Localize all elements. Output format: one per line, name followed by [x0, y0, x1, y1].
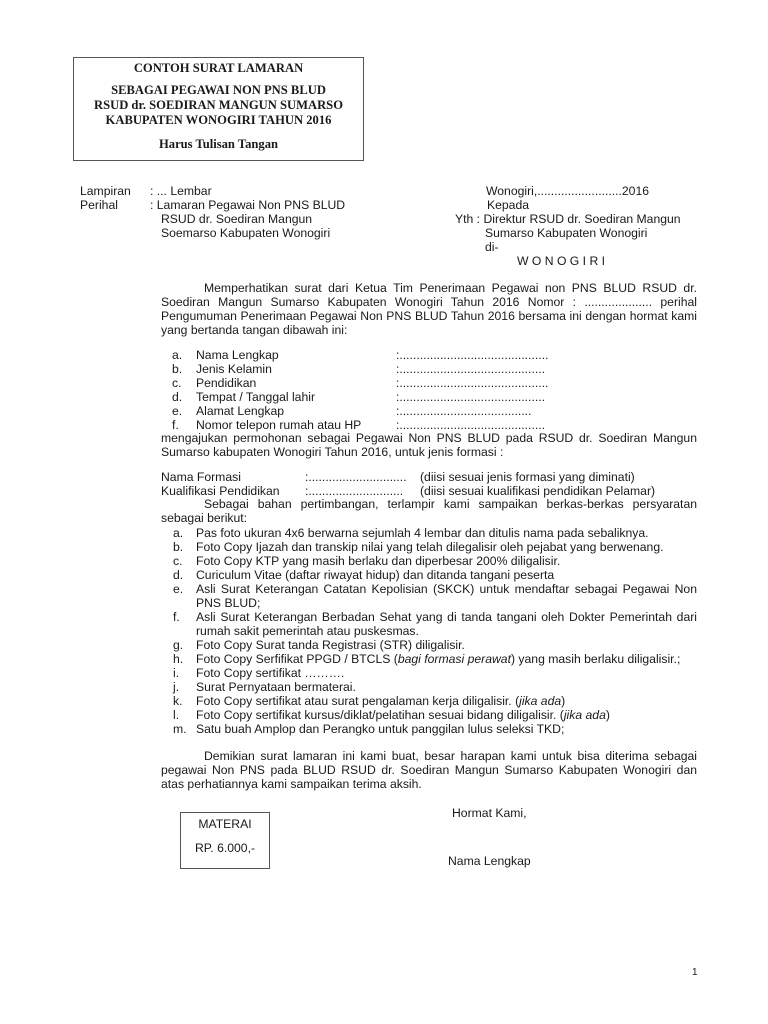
- perihal-line-2: RSUD dr. Soediran Mangun: [161, 212, 313, 226]
- formasi-note: (diisi sesuai jenis formasi yang diminati): [420, 470, 635, 484]
- requirement-text: Foto Copy sertifikat ……….: [196, 666, 345, 680]
- lampiran-value: : ... Lembar: [150, 184, 212, 198]
- identity-label: Jenis Kelamin: [196, 362, 272, 376]
- header-box: [73, 57, 364, 161]
- di: di-: [485, 240, 499, 254]
- requirement-text: Pas foto ukuran 4x6 berwarna sejumlah 4 lembar dan ditulis nama pada sebaliknya.: [196, 526, 649, 540]
- requirement-text: Foto Copy KTP yang masih berlaku dan diperbesar 200% diligalisir.: [196, 554, 561, 568]
- perihal-line-3: Soemarso Kabupaten Wonogiri: [161, 226, 331, 240]
- perihal-label: Perihal: [80, 198, 118, 212]
- place-date: Wonogiri,.........................2016: [486, 184, 650, 198]
- header-title: CONTOH SURAT LAMARAN: [133, 61, 304, 75]
- identity-dots: :............................................: [396, 376, 549, 390]
- identity-label: Pendidikan: [196, 376, 257, 390]
- perihal-line-1: : Lamaran Pegawai Non PNS BLUD: [150, 198, 346, 212]
- requirement-letter: i.: [173, 666, 180, 680]
- application-paragraph: mengajukan permohonan sebagai Pegawai Non PNS BLUD pada RSUD dr. Soediran Mangun Sumarso kabupaten Wonogiri Tahun 2016, untuk jenis formasi :: [161, 431, 697, 459]
- materai-box: [180, 812, 270, 869]
- requirement-text: Foto Copy Serfifikat PPGD / BTCLS (bagi formasi perawat) yang masih berlaku diligalisir.;: [196, 652, 681, 666]
- closing-paragraph: Demikian surat lamaran ini kami buat, besar harapan kami untuk bisa diterima sebagai pegawai Non PNS pada BLUD RSUD dr. Soediran Mangun Sumarso Kabupaten Wonogiri dan atas perhatiannya kami sampaikan terima aksih.: [161, 749, 697, 791]
- requirement-text: Curiculum Vitae (daftar riwayat hidup) dan ditanda tangani peserta: [196, 568, 555, 582]
- identity-letter: f.: [172, 418, 179, 432]
- identity-dots: :............................................: [396, 348, 549, 362]
- header-note: Harus Tulisan Tangan: [158, 137, 279, 151]
- kepada: Kepada: [487, 198, 530, 212]
- requirement-letter: g.: [173, 638, 184, 652]
- requirement-letter: a.: [173, 526, 184, 540]
- signer-name: Nama Lengkap: [448, 854, 531, 868]
- header-subtitle-2: RSUD dr. SOEDIRAN MANGUN SUMARSO: [94, 98, 343, 112]
- identity-letter: d.: [172, 390, 183, 404]
- yth-line-2: Sumarso Kabupaten Wonogiri: [485, 226, 648, 240]
- requirement-letter: h.: [173, 652, 184, 666]
- kualifikasi-note: (diisi sesuai kualifikasi pendidikan Pelamar): [420, 484, 656, 498]
- requirement-letter: d.: [173, 568, 184, 582]
- requirement-letter: c.: [173, 554, 183, 568]
- identity-dots: :...........................................: [396, 390, 545, 404]
- requirement-text: Foto Copy Ijazah dan transkip nilai yang telah dilegalisir oleh pejabat yang berwenang.: [196, 540, 664, 554]
- identity-label: Tempat / Tanggal lahir: [196, 390, 316, 404]
- identity-dots: :.......................................: [396, 404, 532, 418]
- formasi-dots: :.............................: [305, 470, 407, 484]
- requirement-text: Asli Surat Keterangan Catatan Kepolisian (SKCK) untuk mendaftar sebagai Pegawai Non PNS BLUD;: [196, 582, 697, 610]
- requirement-letter: k.: [173, 694, 183, 708]
- identity-letter: e.: [172, 404, 183, 418]
- requirement-text: Foto Copy sertifikat atau surat pengalaman kerja diligalisir. (jika ada): [196, 694, 566, 708]
- page-number: 1: [692, 967, 698, 978]
- header-subtitle-1: SEBAGAI PEGAWAI NON PNS BLUD: [111, 83, 326, 97]
- intro-paragraph: Memperhatikan surat dari Ketua Tim Penerimaan Pegawai non PNS BLUD RSUD dr. Soediran Mangun Sumarso Kabupaten Wonogiri Tahun 2016 Nomor : .................... perihal Pengumuman Penerimaan Pegawai Non PNS BLUD Tahun 2016 bersama ini dengan hormat kami yang bertanda tangan dibawah ini:: [161, 281, 697, 337]
- identity-label: Nama Lengkap: [196, 348, 279, 362]
- materai-label: MATERAI: [198, 817, 252, 831]
- requirement-letter: b.: [173, 540, 184, 554]
- identity-dots: :...........................................: [396, 418, 545, 432]
- yth-line-1: Yth : Direktur RSUD dr. Soediran Mangun: [455, 212, 681, 226]
- requirement-text: Foto Copy sertifikat kursus/diklat/pelatihan sesuai bidang diligalisir. (jika ada): [196, 708, 610, 722]
- requirement-letter: j.: [173, 680, 180, 694]
- requirement-text: Foto Copy Surat tanda Registrasi (STR) diligalisir.: [196, 638, 465, 652]
- requirement-letter: m.: [173, 722, 187, 736]
- identity-letter: b.: [172, 362, 183, 376]
- kualifikasi-dots: :............................: [305, 484, 404, 498]
- salutation: Hormat Kami,: [452, 806, 527, 820]
- kualifikasi-label: Kualifikasi Pendidikan: [161, 484, 280, 498]
- materai-amount: RP. 6.000,-: [194, 841, 256, 855]
- formasi-label: Nama Formasi: [161, 470, 241, 484]
- identity-label: Alamat Lengkap: [196, 404, 285, 418]
- requirement-text: Satu buah Amplop dan Perangko untuk panggilan lulus seleksi TKD;: [196, 722, 565, 736]
- lampiran-label: Lampiran: [80, 184, 131, 198]
- requirement-text: Surat Pernyataan bermaterai.: [196, 680, 356, 694]
- header-subtitle-3: KABUPATEN WONOGIRI TAHUN 2016: [105, 113, 332, 127]
- identity-letter: a.: [172, 348, 183, 362]
- city: W O N O G I R I: [517, 254, 606, 268]
- identity-label: Nomor telepon rumah atau HP: [196, 418, 362, 432]
- consideration-paragraph: Sebagai bahan pertimbangan, terlampir kami sampaikan berkas-berkas persyaratan sebagai berikut:: [161, 497, 697, 525]
- requirement-text: Asli Surat Keterangan Berbadan Sehat yang di tanda tangani oleh Dokter Pemerintah dari rumah sakit pemerintah atau puskesmas.: [196, 610, 697, 638]
- requirement-letter: l.: [173, 708, 180, 722]
- requirement-letter: e.: [173, 582, 184, 596]
- identity-dots: :...........................................: [396, 362, 545, 376]
- identity-letter: c.: [172, 376, 182, 390]
- requirement-letter: f.: [173, 610, 180, 624]
